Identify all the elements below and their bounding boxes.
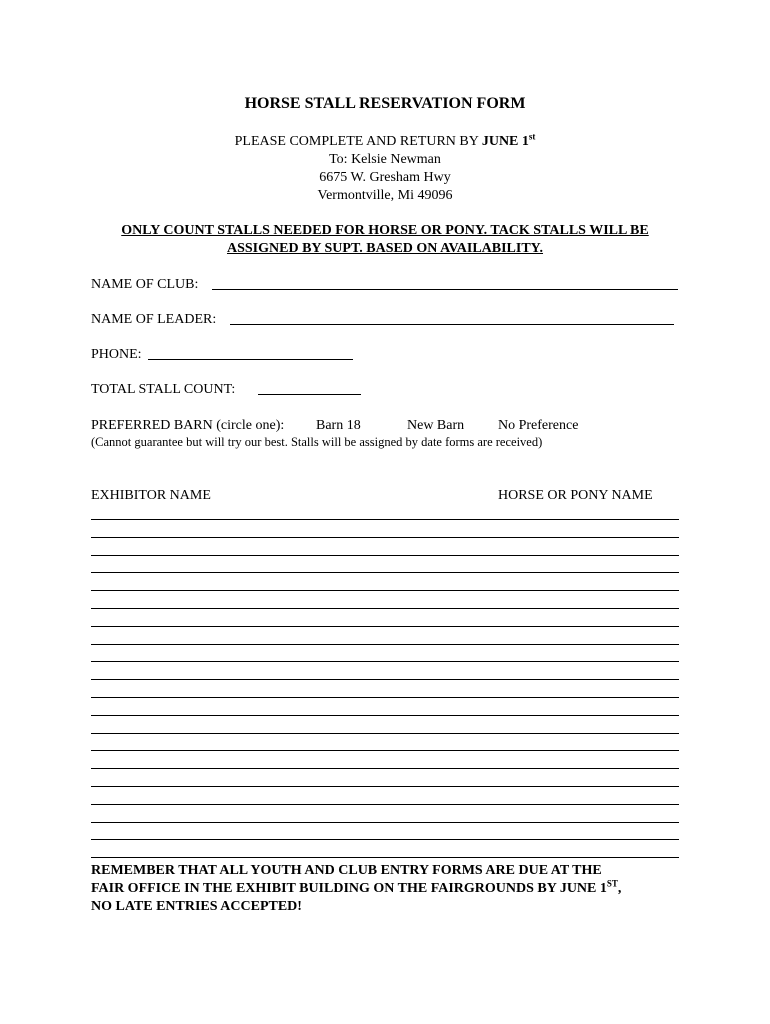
return-instruction (0, 133, 770, 150)
exhibitor-entry-line[interactable] (91, 555, 679, 556)
horse-pony-name-header: HORSE OR PONY NAME (498, 488, 653, 503)
phone-field[interactable] (148, 359, 353, 360)
exhibitor-entry-line[interactable] (91, 519, 679, 520)
exhibitor-entry-line[interactable] (91, 537, 679, 538)
barn-option-new-barn[interactable]: New Barn (407, 418, 465, 433)
return-date: JUNE 1st (481, 131, 536, 149)
exhibitor-entry-line[interactable] (91, 768, 679, 769)
exhibitor-entry-line[interactable] (91, 750, 679, 751)
address-city: Vermontville, Mi 49096 (317, 188, 453, 203)
reminder-line3: NO LATE ENTRIES ACCEPTED! (91, 899, 302, 914)
leader-field[interactable] (230, 324, 674, 325)
barn-option-barn-18[interactable]: Barn 18 (316, 418, 361, 433)
exhibitor-entry-line[interactable] (91, 661, 679, 662)
exhibitor-entry-line[interactable] (91, 804, 679, 805)
exhibitor-entry-line[interactable] (91, 590, 679, 591)
barn-note: (Cannot guarantee but will try our best. Stalls will be assigned by date forms are received) (91, 435, 543, 449)
leader-label: NAME OF LEADER: (91, 312, 217, 327)
exhibitor-entry-line[interactable] (91, 715, 679, 716)
barn-label: PREFERRED BARN (circle one): (91, 418, 285, 433)
stall-count-label: TOTAL STALL COUNT: (91, 382, 236, 397)
exhibitor-entry-line[interactable] (91, 626, 679, 627)
exhibitor-entry-line[interactable] (91, 697, 679, 698)
exhibitor-entry-line[interactable] (91, 644, 679, 645)
reminder-line1: REMEMBER THAT ALL YOUTH AND CLUB ENTRY FORMS ARE DUE AT THE (91, 863, 602, 878)
recipient-name: To: Kelsie Newman (329, 152, 441, 167)
exhibitor-entry-line[interactable] (91, 608, 679, 609)
barn-option-no-preference[interactable]: No Preference (498, 418, 579, 433)
exhibitor-name-header: EXHIBITOR NAME (91, 488, 211, 503)
stall-notice-line2: ASSIGNED BY SUPT. BASED ON AVAILABILITY. (226, 241, 544, 256)
reminder-date-suffix: ST (606, 878, 618, 889)
club-field[interactable] (212, 289, 678, 290)
return-date-suffix: st (528, 131, 536, 142)
phone-label: PHONE: (91, 347, 142, 362)
form-title: HORSE STALL RESERVATION FORM (244, 95, 526, 112)
stall-notice-line1: ONLY COUNT STALLS NEEDED FOR HORSE OR PONY. TACK STALLS WILL BE (121, 223, 649, 238)
reminder-line2: FAIR OFFICE IN THE EXHIBIT BUILDING ON THE FAIRGROUNDS BY JUNE 1ST, (91, 878, 622, 896)
exhibitor-entry-line[interactable] (91, 679, 679, 680)
stall-count-field[interactable] (258, 394, 361, 395)
exhibitor-entry-line[interactable] (91, 857, 679, 858)
address-street: 6675 W. Gresham Hwy (319, 170, 451, 185)
deadline-reminder (91, 862, 691, 916)
stall-notice (0, 222, 770, 258)
exhibitor-entry-line[interactable] (91, 572, 679, 573)
exhibitor-entry-line[interactable] (91, 822, 679, 823)
club-label: NAME OF CLUB: (91, 277, 199, 292)
exhibitor-entry-line[interactable] (91, 733, 679, 734)
exhibitor-entry-line[interactable] (91, 786, 679, 787)
exhibitor-entry-line[interactable] (91, 839, 679, 840)
return-prefix: PLEASE COMPLETE AND RETURN BY (234, 134, 482, 149)
